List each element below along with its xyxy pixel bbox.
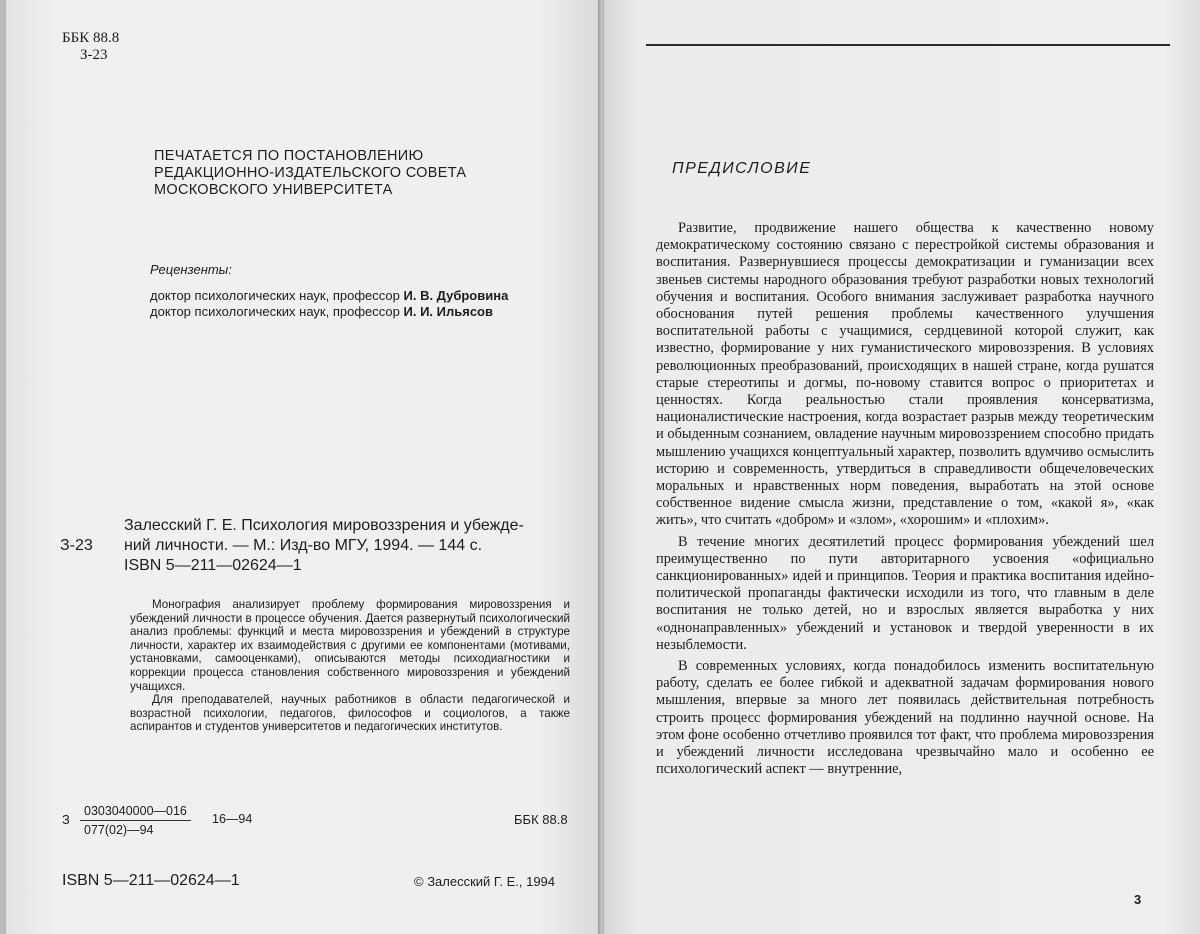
- preface-body: [656, 220, 1154, 779]
- left-page: [6, 0, 600, 934]
- reviewer-entry: [150, 304, 508, 320]
- catalog-line-2: [60, 536, 590, 556]
- preface-paragraph: Развитие, продвижение нашего общества к качественно новому демократическому состоянию связано с перестройкой системы образования и воспитания. Развернувшиеся процессы демократизации и гуманизации всех звеньев системы народного образования требуют разработки новых технологий обучения и воспитания. Особого внимания заслуживает разработка научного обоснования путей решения проблемы качественного улучшения воспитательной работы с учащимися, сердцевиной которой служит, как известно, формирование у них гуманистического мировоззрения. В условиях революционных преобразований, происходящих в нашей стране, когда рушатся старые стереотипы и догмы, по-новому ставится вопрос о приоритетах и ценностях. Когда реальностью стали проявления консерватизма, националистические настроения, когда возрастает разрыв между теоретическим и обыденным сознанием, овладение научным мировоззрением способно придать мышлению учащихся концептуальный характер, позволить вдумчиво осмыслить историю и современность, утвердиться в справедливости общечеловеческих моральных и нравственных норм поведения, выработать на этой основе собственное видение смысла жизни, представление о том, «какой я», «как жить», что считать «добром» и «злом», «хорошим» и «плохим».: [656, 220, 1154, 529]
- pub-code-suffix: 16—94: [212, 812, 253, 826]
- pub-code-denominator: 077(02)—94: [84, 823, 154, 837]
- catalog-line-1: Залесский Г. Е. Психология мировоззрения и убежде-: [124, 517, 524, 534]
- catalog-isbn: ISBN 5—211—02624—1: [124, 557, 302, 574]
- preface-paragraph: В современных условиях, когда понадобилось изменить воспитательную работу, сделать ее более гибкой и адекватной задачам формирования нового мышления, впервые за много лет появилась действительная потребность строить процесс формирования убеждений на подлинно научной основе. На этом фоне особенно отчетливо проявился тот факт, что проблема мировоззрения и убеждений личности исследована чрезвычайно мало и особенно ее психологический аспект — внутренние,: [656, 658, 1154, 778]
- reviewer-title: доктор психологических наук, профессор: [150, 288, 400, 303]
- notice-line: ПЕЧАТАЕТСЯ ПО ПОСТАНОВЛЕНИЮ: [154, 148, 424, 164]
- reviewer-name: И. И. Ильясов: [403, 304, 493, 319]
- copyright: © Залесский Г. Е., 1994: [414, 874, 556, 889]
- bbk-classification: [62, 30, 119, 64]
- reviewers-label: Рецензенты:: [150, 262, 232, 277]
- catalog-publication: ний личности. — М.: Изд-во МГУ, 1994. — 144 с.: [124, 537, 483, 554]
- pub-code-fraction: [80, 804, 191, 837]
- catalog-code: З-23: [60, 537, 93, 554]
- abstract-paragraph: Монография анализирует проблему формирования мировоззрения и убеждений личности в процессе обучения. Дается развернутый психологический анализ проблемы: функций и места мировоззрения и убеждений в структуре личности, характер их взаимодействия с другими ее компонентами (мотивами, установками, самооценками), описываются методы психодиагностики и коррекции процесса становления собственного мировоззрения и убеждений учащихся.: [130, 598, 570, 693]
- pub-code-letter: З: [62, 812, 70, 827]
- top-rule: [646, 44, 1170, 46]
- reviewer-entry: [150, 288, 508, 304]
- pub-code-numerator: 0303040000—016: [80, 804, 191, 821]
- reviewers-list: [150, 288, 508, 320]
- notice-line: РЕДАКЦИОННО-ИЗДАТЕЛЬСКОГО СОВЕТА: [154, 165, 467, 181]
- catalog-record: [60, 516, 590, 576]
- reviewer-name: И. В. Дубровина: [403, 288, 509, 303]
- page-number: 3: [1134, 892, 1142, 907]
- reviewer-title: доктор психологических наук, профессор: [150, 304, 400, 319]
- notice-line: МОСКОВСКОГО УНИВЕРСИТЕТА: [154, 182, 393, 198]
- preface-paragraph: В течение многих десятилетий процесс формирования убеждений шел преимущественно по пути авторитарного усвоения «официально санкционированных» идей и принципов. Теория и практика воспитания идейно-политической пропаганды фактически исходили из того, что главным в деле воспитания не только детей, но и взрослых является выработка у них «однонаправленных» убеждений и установок и твердой уверенности в их незыблемости.: [656, 533, 1154, 653]
- bbk-code: ББК 88.8: [62, 30, 120, 46]
- abstract-paragraph: Для преподавателей, научных работников в области педагогической и возрастной психологии, педагогов, философов и социологов, а также аспирантов и студентов университетов и педагогических институтов.: [130, 693, 570, 734]
- publication-notice: [154, 148, 466, 199]
- abstract: [130, 598, 570, 734]
- bbk-bottom: ББК 88.8: [514, 812, 568, 827]
- right-page: [604, 0, 1200, 934]
- preface-title: ПРЕДИСЛОВИЕ: [672, 160, 812, 177]
- author-mark: З-23: [80, 47, 108, 63]
- isbn-bottom: ISBN 5—211—02624—1: [62, 872, 240, 889]
